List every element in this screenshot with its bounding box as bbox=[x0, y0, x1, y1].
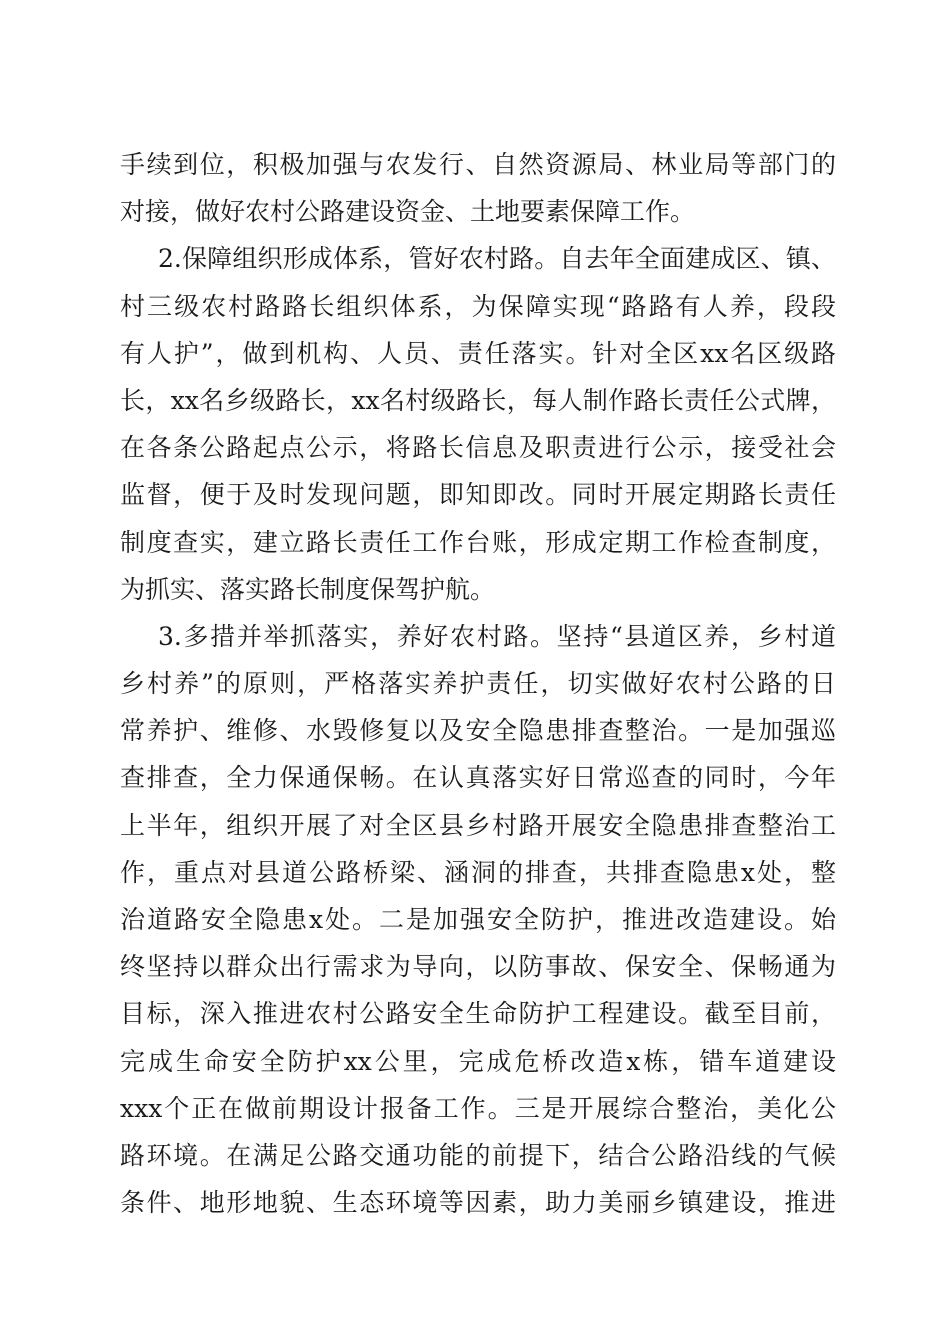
text-line: 在各条公路起点公示，将路长信息及职责进行公示，接受社会 bbox=[120, 433, 836, 463]
text-line: 监督，便于及时发现问题，即知即改。同时开展定期路长责任 bbox=[120, 480, 836, 510]
text-line: 条件、地形地貌、生态环境等因素，助力美丽乡镇建设，推进 bbox=[120, 1188, 836, 1218]
document-body bbox=[120, 141, 836, 1226]
paragraph-1 bbox=[120, 141, 836, 235]
text-line: 长，xx名乡级路长，xx名村级路长，每人制作路长责任公式牌， bbox=[120, 385, 836, 415]
text-line: 乡村养”的原则，严格落实养护责任，切实做好农村公路的日 bbox=[120, 669, 836, 699]
text-line: 治道路安全隐患x处。二是加强安全防护，推进改造建设。始 bbox=[120, 905, 836, 934]
text-line: 终坚持以群众出行需求为导向，以防事故、保安全、保畅通为 bbox=[120, 952, 836, 982]
text-line: 2.保障组织形成体系，管好农村路。自去年全面建成区、镇、 bbox=[158, 244, 836, 274]
text-line: 上半年，组织开展了对全区县乡村路开展安全隐患排查整治工 bbox=[120, 810, 836, 840]
text-line: 查排查，全力保通保畅。在认真落实好日常巡查的同时，今年 bbox=[120, 763, 836, 793]
text-line: 为抓实、落实路长制度保驾护航。 bbox=[120, 574, 496, 604]
text-line: 作，重点对县道公路桥梁、涵洞的排查，共排查隐患x处，整 bbox=[120, 857, 836, 887]
paragraph-2 bbox=[120, 235, 836, 613]
text-line: 常养护、维修、水毁修复以及安全隐患排查整治。一是加强巡 bbox=[120, 716, 836, 746]
text-line: 路环境。在满足公路交通功能的前提下，结合公路沿线的气候 bbox=[120, 1140, 836, 1170]
text-line: 目标，深入推进农村公路安全生命防护工程建设。截至目前， bbox=[120, 999, 836, 1029]
text-line: 制度查实，建立路长责任工作台账，形成定期工作检查制度， bbox=[120, 527, 836, 557]
text-line: 3.多措并举抓落实，养好农村路。坚持“县道区养，乡村道 bbox=[158, 621, 836, 651]
text-line: 村三级农村路路长组织体系，为保障实现“路路有人养，段段 bbox=[120, 291, 836, 321]
paragraph-3 bbox=[120, 613, 836, 1226]
text-line: 对接，做好农村公路建设资金、土地要素保障工作。 bbox=[120, 197, 696, 227]
text-line: xxx个正在做前期设计报备工作。三是开展综合整治，美化公 bbox=[120, 1093, 836, 1123]
text-line: 有人护”，做到机构、人员、责任落实。针对全区xx名区级路 bbox=[120, 338, 836, 368]
text-line: 手续到位，积极加强与农发行、自然资源局、林业局等部门的 bbox=[120, 150, 836, 179]
text-line: 完成生命安全防护xx公里，完成危桥改造x栋，错车道建设 bbox=[120, 1046, 836, 1076]
